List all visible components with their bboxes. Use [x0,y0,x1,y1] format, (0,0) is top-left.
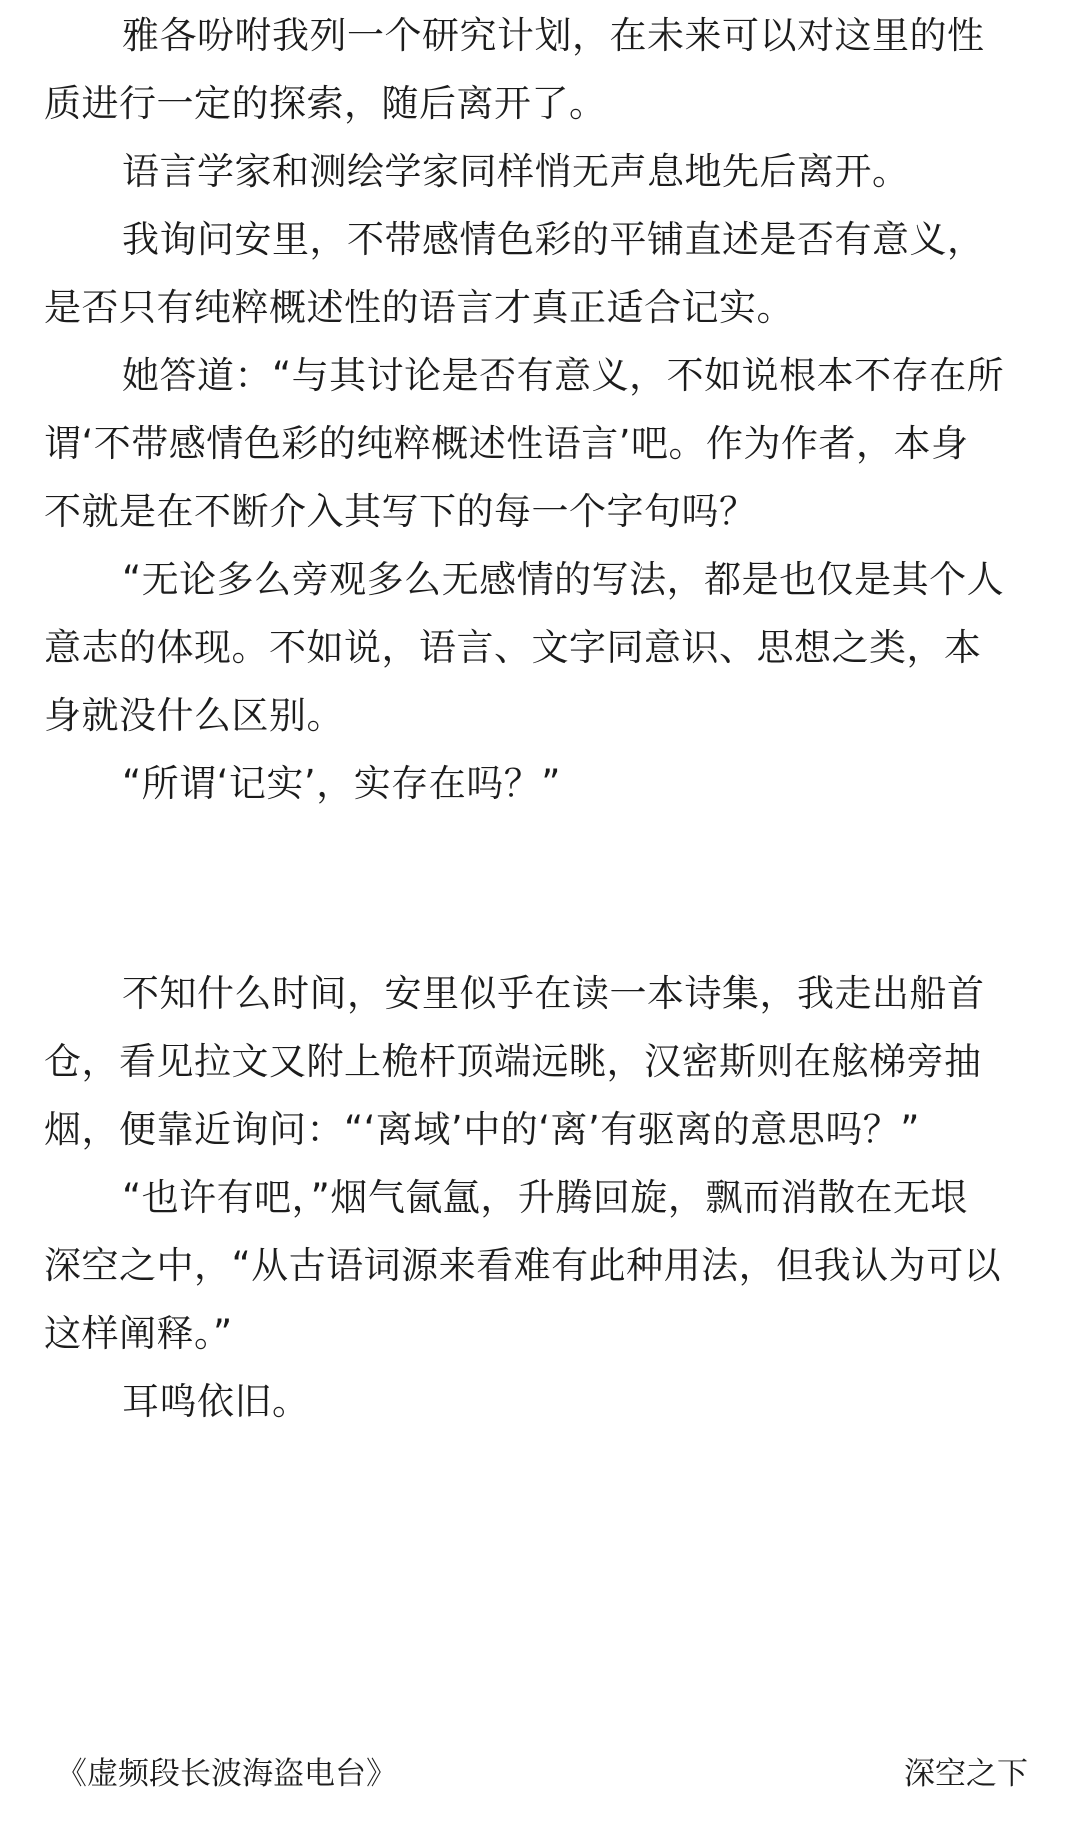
paragraph [44,2,1034,138]
paragraph [44,1368,1034,1436]
text-line: 深空之中，“从古语词源来看难有此种用法，但我认为可以 [44,1244,1002,1287]
text-line: “无论多么旁观多么无感情的写法，都是也仅是其个人 [122,558,1005,601]
text-line: 语言学家和测绘学家同样悄无声息地先后离开。 [122,150,910,193]
paragraph [44,206,1034,342]
chapter-title: 深空之下 [904,1756,1028,1792]
text-section-2 [44,960,1034,1436]
paragraph [44,546,1034,750]
text-line: 不知什么时间，安里似乎在读一本诗集，我走出船首 [122,972,985,1015]
text-line: 是否只有纯粹概述性的语言才真正适合记实。 [44,286,794,329]
book-title: 《虚频段长波海盗电台》 [56,1756,397,1792]
text-line: “所谓‘记实’，实存在吗？” [122,762,561,805]
text-line: 烟，便靠近询问：“‘离域’中的‘离’有驱离的意思吗？” [44,1108,920,1151]
text-line: 仓，看见拉文又附上桅杆顶端远眺，汉密斯则在舷梯旁抽 [44,1040,982,1083]
paragraph [44,342,1034,546]
paragraph [44,1164,1034,1368]
paragraph [44,750,1034,818]
paragraph [44,138,1034,206]
text-line: 耳鸣依旧。 [122,1380,310,1423]
text-line: 身就没什么区别。 [44,694,344,737]
text-line: 她答道：“与其讨论是否有意义，不如说根本不存在所 [122,354,1005,397]
text-line: 不就是在不断介入其写下的每一个字句吗？ [44,490,757,533]
text-line: 谓‘不带感情色彩的纯粹概述性语言’吧。作为作者，本身 [44,422,969,465]
text-line: 雅各吩咐我列一个研究计划，在未来可以对这里的性 [122,14,985,57]
paragraph [44,960,1034,1164]
text-line: 这样阐释。” [44,1312,233,1355]
text-section-1 [44,2,1034,818]
text-line: 我询问安里，不带感情色彩的平铺直述是否有意义， [122,218,985,261]
text-line: 质进行一定的探索，随后离开了。 [44,82,607,125]
text-line: 意志的体现。不如说，语言、文字同意识、思想之类，本 [44,626,982,669]
text-line: “也许有吧，”烟气氤氲，升腾回旋，飘而消散在无垠 [122,1176,968,1219]
